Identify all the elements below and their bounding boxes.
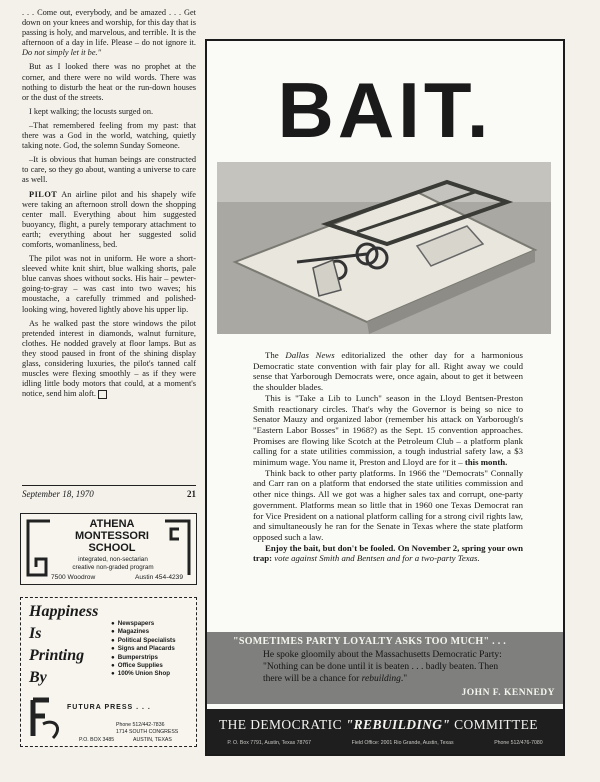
committee-name: THE DEMOCRATIC "REBUILDING" COMMITTEE — [219, 717, 538, 732]
list-item: ● 100% Union Shop — [111, 670, 176, 678]
futura-press-ad — [20, 597, 197, 747]
ad-body — [253, 350, 523, 564]
ad-paragraph: Think back to other party platforms. In 1966 the "Democrats" Connally and Carr ran on a platform that endorsed the state utilities commission and other nice things. All we got was a higher sales tax and corrupt, one-party government. Platforms mean so little that in 1960 one Texas Democrat ran for Vice President on a national platform calling for a strong civil rights law, and simultaneously he ran for the Senate in Texas where the state platform opposed such a law. — [253, 467, 523, 542]
article-paragraph: As he walked past the store windows the pilot pretended interest in diamonds, walnut furniture, clothes. He nodded gravely at floor lamps. But as they stood paused in front of the shining display glass, considering luxuries, the pilot's tanned calf muscles were flexing smoothly – as if they were idling little body motors that could, at a moment's notice, send him aloft. — [22, 318, 196, 399]
committee-contact: P. O. Box 7791, Austin, Texas 78767 Field Office: 2001 Rio Grande, Austin, Texas Phone 512/476-7080 — [227, 740, 543, 746]
ad-headline: BAIT. — [277, 66, 493, 154]
article-paragraph: –It is obvious that human beings are constructed to care, so they go about, wanting a universe to care as well. — [22, 155, 196, 185]
ad-paragraph: This is "Take a Lib to Lunch" season in the Lloyd Bentsen-Preston Smith reactionary circles. That's why the Governor is being so nice to Senator Mauzy and organized labor (remember his attack on Yarborough's "Eastern Labor Bosses" in 1968?) as the Sept. 15 convention approaches. Promises are flowing like Scotch at the Petroleum Club – a platform plank calling for a state utilities commission, a tough industrial safety law, a $3 minimum wage. You name it, Preston and Lloyd are for it – this month. — [253, 392, 523, 468]
ad-headline: Is — [29, 625, 42, 642]
services-list — [111, 620, 176, 679]
article-paragraph: I kept walking; the locusts surged on. — [29, 106, 154, 116]
school-contact: 7500 Woodrow Austin 454-4239 — [51, 574, 183, 581]
ad-headline: Happiness — [29, 603, 99, 620]
greek-key-ornament-icon — [24, 517, 54, 579]
article-paragraph: The pilot was not in uniform. He wore a short-sleeved white knit shirt, blue walking shorts, pale blue canvas shoes without socks. His hair – pewter-going-to-gray – was cast into two waves; his moustache, a carefully trimmed and polished-looking wing, hovered lightly above his upper lip. — [22, 254, 196, 314]
list-item: ● Magazines — [111, 628, 176, 636]
quote-line: there will be a chance for rebuilding." — [263, 674, 408, 684]
list-item: ● Newspapers — [111, 620, 176, 628]
quote-line: He spoke gloomily about the Massachusetts Democratic Party: — [263, 650, 502, 660]
list-item: ● Office Supplies — [111, 662, 176, 670]
school-description: creative non-graded program — [72, 564, 154, 571]
quote-heading: "SOMETIMES PARTY LOYALTY ASKS TOO MUCH" . . . — [233, 636, 507, 647]
list-item: ● Signs and Placards — [111, 645, 176, 653]
futura-box: P.O. BOX 3485 — [79, 737, 115, 743]
article-paragraph: PILOT An airline pilot and his shapely wife were taking an afternoon stroll down the shopping center mall. Everything about him suggested buoyancy, flight, a purely temporary attachment to earth; everything about her suggested solid comforts, womanliness, bed. — [22, 189, 196, 249]
article-paragraph: But as I looked there was no prophet at the corner, and there were no wild words. There was nothing to disturb the heat or the run-down houses or the dust of the streets. — [22, 62, 196, 102]
quote-line: "Nothing can be done until it is beaten . . . badly beaten. Then — [263, 662, 499, 672]
article-paragraph: . . . Come out, everybody, and be amazed . . . Get down on your knees and worship, for this day that is passing is holy, and marvelous, and terrible. It is the afternoon of a day in life. Please – do not ignore it. Do not simply let it be." — [22, 8, 196, 58]
article-paragraph: –That remembered feeling from my past: that there was a God in the world, watching, quietly taking note. God, the solemn Sunday Someone. — [22, 120, 196, 151]
school-description: integrated, non-sectarian — [78, 556, 148, 563]
mousetrap-photo — [217, 162, 551, 334]
futura-street: 1714 SOUTH CONGRESS — [116, 729, 179, 735]
kennedy-quote-box — [207, 632, 563, 704]
ad-paragraph: The Dallas News editorialized the other day for a harmonious Democratic state convention with fair play for all. Right away we could sense that Yarborough Democrats were, once again, about to get it between the shoulder blades. — [253, 350, 523, 393]
bait-political-ad — [205, 39, 565, 756]
mousetrap-image-icon — [217, 162, 551, 334]
article-column — [22, 8, 196, 403]
end-mark-icon — [98, 390, 107, 399]
athena-montessori-ad — [20, 513, 197, 585]
school-name: SCHOOL — [88, 542, 136, 554]
ad-headline: Printing — [29, 647, 85, 664]
futura-phone: Phone 512/442-7836 — [116, 722, 165, 728]
futura-city: AUSTIN, TEXAS — [133, 737, 172, 743]
futura-logo-text: FUTURA PRESS . . . — [67, 704, 151, 711]
school-name: MONTESSORI — [75, 530, 149, 542]
ad-paragraph: Enjoy the bait, but don't be fooled. On November 2, spring your own trap: vote against Smith and Bentsen and for a two-party Texas. — [253, 542, 524, 564]
list-item: ● Political Specialists — [111, 637, 176, 645]
page-number: 21 — [187, 489, 196, 499]
futura-logo-icon — [29, 696, 69, 740]
school-name: ATHENA — [89, 518, 135, 530]
issue-date: September 18, 1970 — [22, 489, 94, 499]
page-footer — [22, 485, 196, 499]
ad-headline: By — [29, 669, 47, 686]
committee-banner — [207, 709, 563, 754]
list-item: ● Bumperstrips — [111, 654, 176, 662]
quote-author: JOHN F. KENNEDY — [461, 688, 555, 698]
section-lead: PILOT — [29, 189, 58, 199]
